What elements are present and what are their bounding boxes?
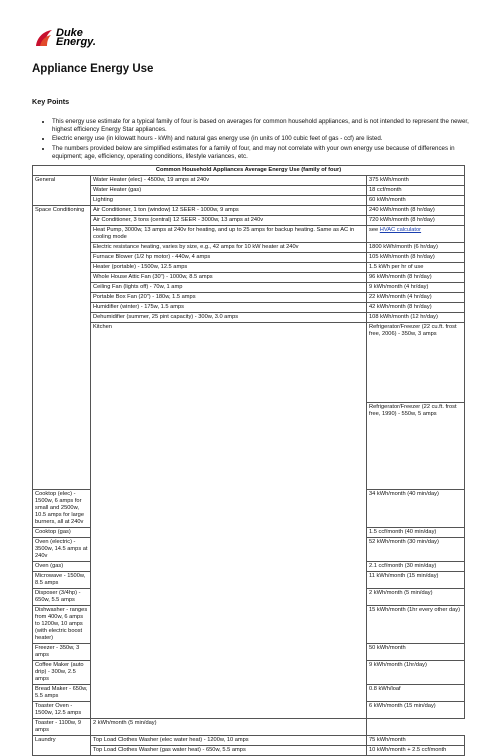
energy-use-cell: 42 kWh/month (8 hr/day) bbox=[367, 303, 465, 313]
table-header: Common Household Appliances Average Energy Use (family of four) bbox=[33, 166, 465, 176]
energy-use-cell: 60 kWh/month bbox=[367, 196, 465, 206]
energy-use-cell: 1.5 ccf/month (40 min/day) bbox=[367, 528, 465, 538]
energy-use-cell: 0.8 kWh/loaf bbox=[367, 685, 465, 702]
appliance-cell: Water Heater (gas) bbox=[91, 186, 367, 196]
appliance-cell: Humidifier (winter) - 175w, 1.5 amps bbox=[91, 303, 367, 313]
logo-wordmark bbox=[56, 29, 96, 47]
energy-use-cell: 52 kWh/month (30 min/day) bbox=[367, 538, 465, 562]
appliance-cell: Air Conditioner, 1 ton (window) 12 SEER - 1000w, 9 amps bbox=[91, 206, 367, 216]
energy-use-cell: 2 kWh/month (5 min/day) bbox=[91, 719, 367, 736]
appliance-cell: Coffee Maker (auto drip) - 300w, 2.5 amps bbox=[33, 661, 91, 685]
energy-use-cell: 75 kWh/month bbox=[367, 736, 465, 746]
appliance-cell: Toaster - 1100w, 9 amps bbox=[33, 719, 91, 736]
energy-use-cell: 18 ccf/month bbox=[367, 186, 465, 196]
appliance-cell: Air Conditioner, 3 tons (central) 12 SEER - 3000w, 13 amps at 240v bbox=[91, 216, 367, 226]
energy-use-cell: 2 kWh/month (5 min/day) bbox=[367, 589, 465, 606]
hvac-calculator-link[interactable]: HVAC calculator bbox=[379, 227, 422, 233]
table-body bbox=[33, 176, 465, 756]
appliance-cell: Heater (portable) - 1500w, 12.5 amps bbox=[91, 263, 367, 273]
energy-use-cell bbox=[367, 226, 465, 243]
energy-use-cell: 22 kWh/month (4 hr/day) bbox=[367, 293, 465, 303]
appliance-cell: Refrigerator/Freezer (22 cu.ft. frost free, 2006) - 350w, 3 amps bbox=[367, 323, 465, 403]
energy-use-cell: 15 kWh/month (1hr every other day) bbox=[367, 606, 465, 644]
table-row bbox=[33, 719, 465, 736]
table-row bbox=[33, 186, 465, 196]
table-row bbox=[33, 736, 465, 746]
page-title: Appliance Energy Use bbox=[32, 63, 154, 75]
energy-use-cell: 50 kWh/month bbox=[367, 644, 465, 661]
appliance-cell: Electric resistance heating, varies by size, e.g., 42 amps for 10 kW heater at 240v bbox=[91, 243, 367, 253]
energy-use-cell: 375 kWh/month bbox=[367, 176, 465, 186]
table-row bbox=[33, 273, 465, 283]
duke-energy-flame-icon bbox=[34, 28, 54, 48]
table-row bbox=[33, 323, 465, 403]
appliance-energy-table bbox=[32, 165, 465, 756]
table-row bbox=[33, 176, 465, 186]
appliance-cell: Refrigerator/Freezer (22 cu.ft. frost free, 1990) - 550w, 5 amps bbox=[367, 403, 465, 490]
energy-use-cell: 720 kWh/month (8 hr/day) bbox=[367, 216, 465, 226]
appliance-cell: Top Load Clothes Washer (gas water heat) - 650w, 5.5 amps bbox=[91, 746, 367, 756]
appliance-cell: Top Load Clothes Washer (elec water heat) - 1200w, 10 amps bbox=[91, 736, 367, 746]
appliance-cell: Furnace Blower (1/2 hp motor) - 440w, 4 amps bbox=[91, 253, 367, 263]
energy-use-cell: 11 kWh/month (15 min/day) bbox=[367, 572, 465, 589]
key-points-heading: Key Points bbox=[32, 97, 70, 106]
appliance-cell: Toaster Oven - 1500w, 12.5 amps bbox=[33, 702, 91, 719]
key-points-list bbox=[32, 118, 482, 162]
energy-use-cell: 105 kWh/month (8 hr/day) bbox=[367, 253, 465, 263]
energy-use-cell: 240 kWh/month (8 hr/day) bbox=[367, 206, 465, 216]
table-row bbox=[33, 263, 465, 273]
appliance-cell: Dishwasher - ranges from 400w, 6 amps to 1200w, 10 amps (with electric boost heater) bbox=[33, 606, 91, 644]
category-cell: General bbox=[33, 176, 91, 206]
energy-use-cell: 96 kWh/month (8 hr/day) bbox=[367, 273, 465, 283]
appliance-cell: Bread Maker - 650w, 5.5 amps bbox=[33, 685, 91, 702]
energy-use-cell: 9 kWh/month (1hr/day) bbox=[367, 661, 465, 685]
appliance-cell: Water Heater (elec) - 4500w, 19 amps at 240v bbox=[91, 176, 367, 186]
appliance-cell: Oven (gas) bbox=[33, 562, 91, 572]
energy-use-cell: 6 kWh/month (15 min/day) bbox=[367, 702, 465, 719]
energy-use-cell: 1.5 kWh per hr of use bbox=[367, 263, 465, 273]
appliance-cell: Portable Box Fan (20") - 180w, 1.5 amps bbox=[91, 293, 367, 303]
energy-use-cell: 9 kWh/month (4 hr/day) bbox=[367, 283, 465, 293]
table-row bbox=[33, 206, 465, 216]
appliance-cell: Cooktop (gas) bbox=[33, 528, 91, 538]
appliance-cell: Oven (electric) - 3500w, 14.5 amps at 240v bbox=[33, 538, 91, 562]
energy-use-cell: 2.1 ccf/month (30 min/day) bbox=[367, 562, 465, 572]
key-point-item: • The numbers provided below are simplified estimates for a family of four, and may not correlate with your own energy use because of differences in equipment; age, efficiency, operating conditions, lifestyle variances, etc. bbox=[52, 145, 482, 161]
table-row bbox=[33, 196, 465, 206]
category-cell: Laundry bbox=[33, 736, 91, 756]
appliance-cell: Heat Pump, 3000w, 13 amps at 240v for heating, and up to 25 amps for backup heating. Same as AC in cooling mode bbox=[91, 226, 367, 243]
duke-energy-logo bbox=[34, 28, 96, 48]
energy-use-cell: 34 kWh/month (40 min/day) bbox=[367, 490, 465, 528]
appliance-cell: Disposer (3/4hp) - 650w, 5.5 amps bbox=[33, 589, 91, 606]
category-cell: Space Conditioning bbox=[33, 206, 91, 490]
table-row bbox=[33, 293, 465, 303]
appliance-cell: Dehumidifier (summer, 25 pint capacity) - 300w, 3.0 amps bbox=[91, 313, 367, 323]
table-row bbox=[33, 746, 465, 756]
table-row bbox=[33, 253, 465, 263]
key-point-item: • This energy use estimate for a typical family of four is based on averages for common household appliances, and is not intended to represent the newer, highest efficiency Energy Star appliances. bbox=[52, 118, 482, 134]
logo-line-1: Duke bbox=[56, 27, 83, 39]
table-row bbox=[33, 216, 465, 226]
appliance-cell: Cooktop (elec) - 1500w, 6 amps for small and 2500w, 10.5 amps for large burners, all at 240v bbox=[33, 490, 91, 528]
energy-use-cell: 108 kWh/month (12 hr/day) bbox=[367, 313, 465, 323]
appliance-cell: Freezer - 350w, 3 amps bbox=[33, 644, 91, 661]
appliance-cell: Lighting bbox=[91, 196, 367, 206]
table-row bbox=[33, 243, 465, 253]
table-row bbox=[33, 303, 465, 313]
table-row bbox=[33, 313, 465, 323]
energy-use-cell: 10 kWh/month + 2.5 ccf/month bbox=[367, 746, 465, 756]
logo-line-2: Energy. bbox=[56, 36, 96, 48]
appliance-cell: Ceiling Fan (lights off) - 70w, 1 amp bbox=[91, 283, 367, 293]
key-point-item: • Electric energy use (in kilowatt hours - kWh) and natural gas energy use (in units of 100 cubic feet of gas - ccf) are listed. bbox=[52, 135, 482, 143]
energy-use-text: see bbox=[369, 227, 380, 233]
appliance-cell: Microwave - 1500w, 8.5 amps bbox=[33, 572, 91, 589]
table-row bbox=[33, 226, 465, 243]
category-cell: Kitchen bbox=[91, 323, 367, 719]
energy-use-cell: 1800 kWh/month (6 hr/day) bbox=[367, 243, 465, 253]
table-row bbox=[33, 283, 465, 293]
appliance-cell: Whole House Attic Fan (30") - 1000w, 8.5 amps bbox=[91, 273, 367, 283]
table-header-row bbox=[33, 166, 465, 176]
